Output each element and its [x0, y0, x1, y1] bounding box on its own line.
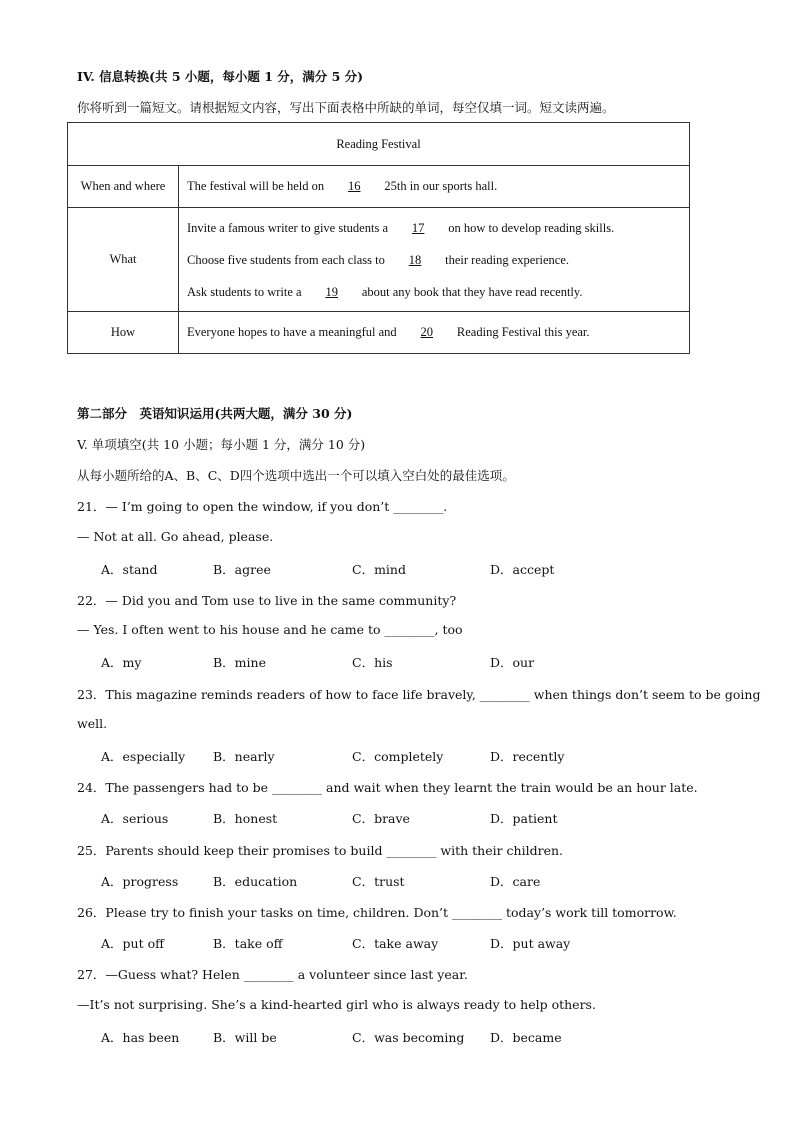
option-a: A．progress	[101, 874, 179, 889]
answer-blank: 17	[411, 220, 425, 235]
section-heading: V. 单项填空(共 10 小题；每小题 1 分，满分 10 分)	[77, 437, 366, 452]
row-label: How	[68, 312, 179, 354]
option-c: C．trust	[352, 874, 405, 889]
section-instruction: 从每小题所给的A、B、C、D四个选项中选出一个可以填入空白处的最佳选项。	[77, 468, 515, 483]
question-stem: —It’s not surprising. She’s a kind-hearted girl who is always ready to help others.	[77, 997, 596, 1012]
row-label: When and where	[68, 166, 179, 208]
option-a: A．put off	[101, 936, 164, 951]
question-stem: 27．—Guess what? Helen ________ a volunteer since last year.	[77, 967, 468, 982]
option-b: B．honest	[213, 811, 278, 826]
option-d: D．care	[490, 874, 541, 889]
question-stem: 23．This magazine reminds readers of how to face life bravely, ________ when things don’t seem to be going	[77, 687, 761, 702]
answer-blank: 20	[420, 325, 434, 339]
option-a: A．my	[101, 655, 142, 670]
option-b: B．will be	[213, 1030, 277, 1045]
option-d: D．recently	[490, 749, 565, 764]
row-label: What	[68, 208, 179, 312]
option-b: B．mine	[213, 655, 266, 670]
table-row	[68, 208, 690, 312]
table-row	[68, 166, 690, 208]
option-d: D．patient	[490, 811, 558, 826]
question-stem: 22．— Did you and Tom use to live in the same community?	[77, 593, 457, 608]
option-b: B．agree	[213, 562, 271, 577]
option-a: A．has been	[101, 1030, 180, 1045]
answer-blank: 19	[325, 284, 338, 299]
option-c: C．mind	[352, 562, 406, 577]
option-b: B．take off	[213, 936, 283, 951]
option-d: D．accept	[490, 562, 555, 577]
question-stem: well.	[77, 716, 108, 731]
info-table	[67, 122, 690, 354]
option-c: C．was becoming	[352, 1030, 465, 1045]
option-c: C．completely	[352, 749, 444, 764]
option-c: C．brave	[352, 811, 410, 826]
option-b: B．nearly	[213, 749, 275, 764]
part-heading: 第二部分 英语知识运用(共两大题，满分 30 分)	[77, 406, 353, 421]
option-c: C．his	[352, 655, 393, 670]
question-stem: — Yes. I often went to his house and he came to ________, too	[77, 622, 463, 637]
option-d: D．became	[490, 1030, 562, 1045]
table-row	[68, 312, 690, 354]
option-c: C．take away	[352, 936, 439, 951]
answer-blank: 16	[348, 179, 361, 193]
question-stem: — Not at all. Go ahead, please.	[77, 529, 274, 544]
option-d: D．put away	[490, 936, 571, 951]
question-stem: 26．Please try to finish your tasks on time, children. Don’t ________ today’s work till tomorrow.	[77, 905, 677, 920]
option-a: A．especially	[101, 749, 186, 764]
question-stem: 21．— I’m going to open the window, if you don’t ________.	[77, 499, 448, 514]
option-a: A．stand	[101, 562, 158, 577]
row-content: Invite a famous writer to give students a 17 on how to develop reading skills. Choose five students from each class to 18 their reading experience. Ask students to write a 19 about any book that they have read recently.	[179, 208, 690, 312]
question-stem: 25．Parents should keep their promises to build ________ with their children.	[77, 843, 563, 858]
section-instruction: 你将听到一篇短文。请根据短文内容，写出下面表格中所缺的单词，每空仅填一词。短文读两遍。	[77, 100, 615, 115]
row-content: The festival will be held on 16 25th in our sports hall.	[179, 166, 690, 208]
option-a: A．serious	[101, 811, 169, 826]
option-b: B．education	[213, 874, 298, 889]
option-d: D．our	[490, 655, 535, 670]
answer-blank: 18	[408, 252, 422, 267]
row-content: Everyone hopes to have a meaningful and 20 Reading Festival this year.	[179, 312, 690, 354]
question-stem: 24．The passengers had to be ________ and wait when they learnt the train would be an hour late.	[77, 780, 698, 795]
section-heading: IV. 信息转换(共 5 小题，每小题 1 分，满分 5 分)	[77, 69, 364, 84]
table-title: Reading Festival	[68, 123, 690, 166]
